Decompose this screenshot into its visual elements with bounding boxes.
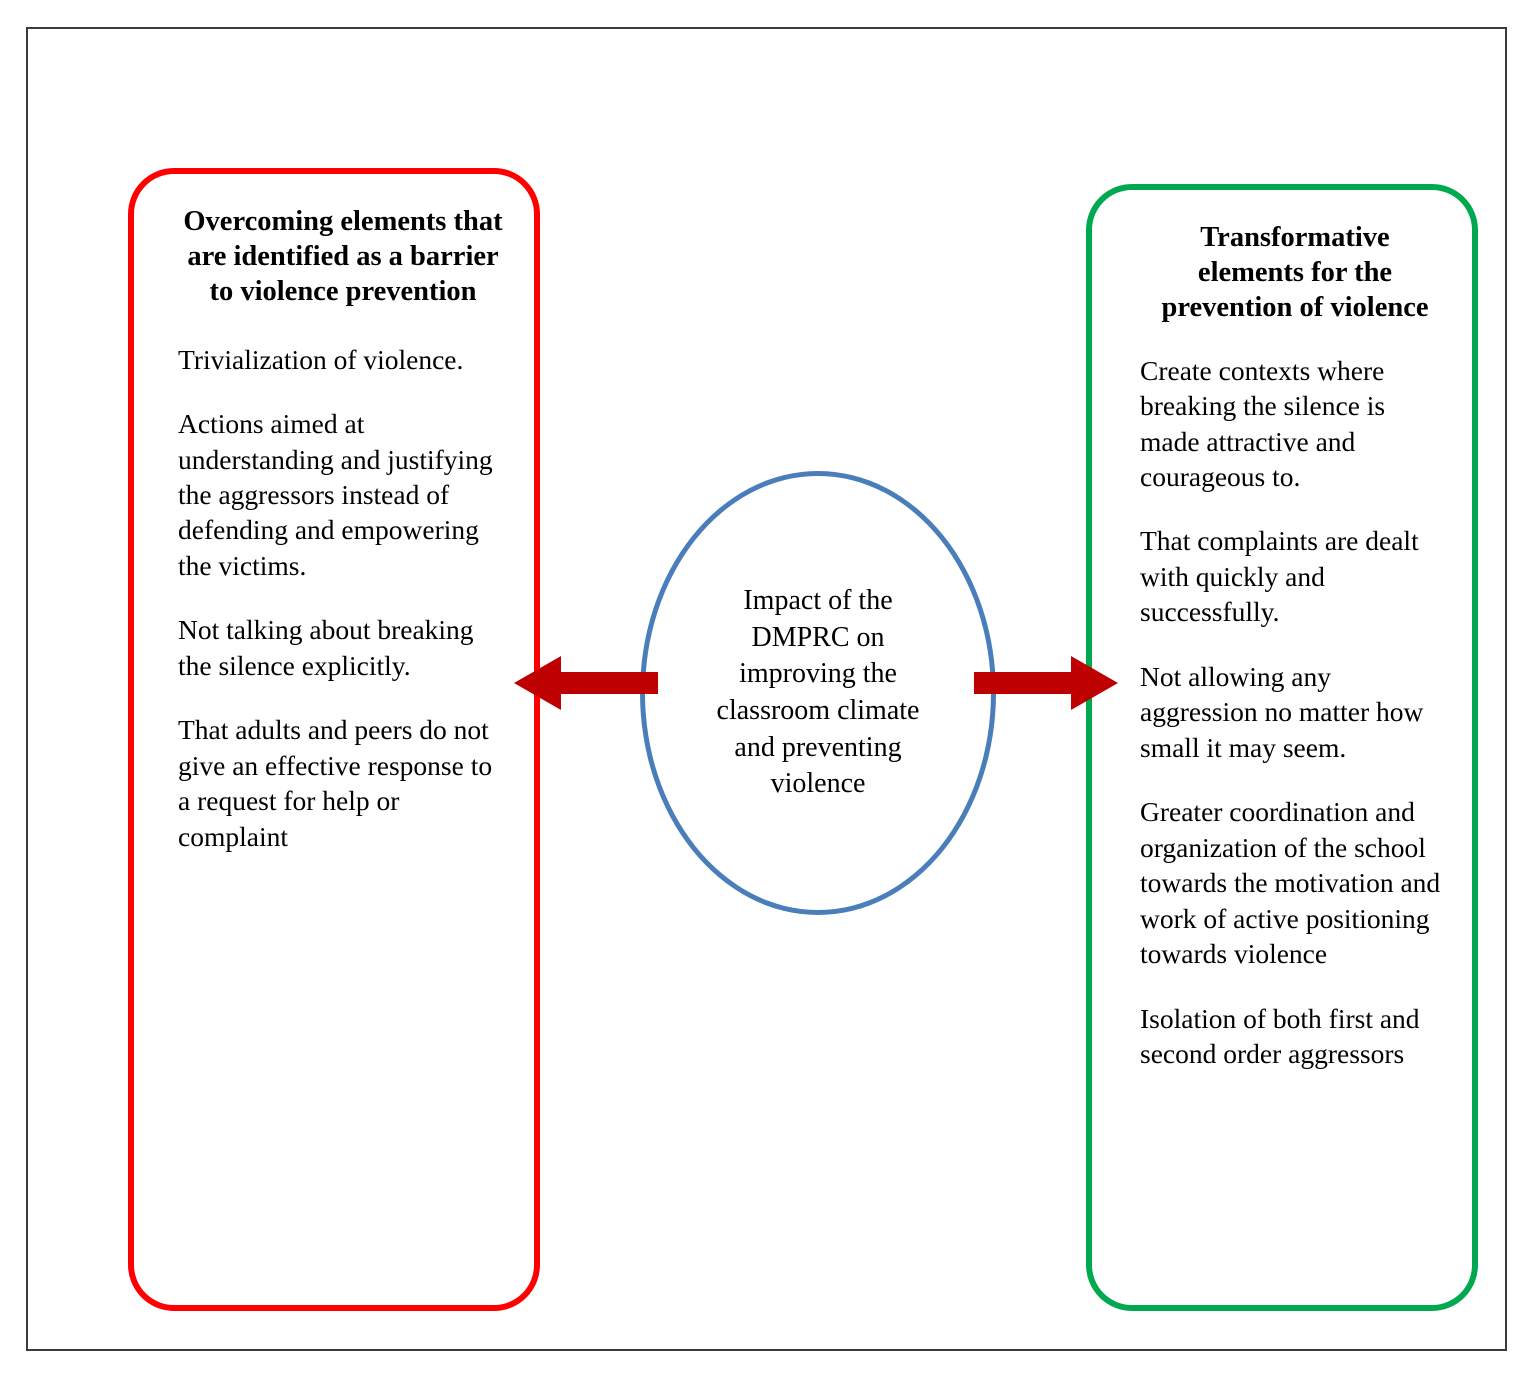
list-item: Actions aimed at understanding and justifying the aggressors instead of defending and empowering the victims. [178, 408, 493, 581]
arrow-left-icon [512, 653, 658, 713]
list-item: Greater coordination and organization of the school towards the motivation and work of active positioning towards violence [1140, 796, 1441, 970]
list-item: Not talking about breaking the silence explicitly. [178, 614, 474, 681]
right-panel-item-list [1140, 353, 1450, 1072]
list-item: That complaints are dealt with quickly and successfully. [1140, 525, 1419, 628]
list-item: Create contexts where breaking the silence is made attractive and courageous to. [1140, 354, 1386, 492]
left-panel-item-list [178, 342, 508, 855]
list-item: Not allowing any aggression no matter how small it may seem. [1140, 660, 1424, 763]
list-item: Isolation of both first and second order aggressors [1140, 1002, 1420, 1070]
outer-frame [26, 27, 1507, 1351]
center-ellipse-label: Impact of the DMPRC on improving the classroom climate and preventing violence [716, 584, 920, 800]
left-panel-title: Overcoming elements that are identified as a barrier to violence prevention [183, 206, 503, 308]
arrow-right-icon [974, 653, 1120, 713]
right-panel-content [1092, 190, 1472, 1305]
left-panel-content [134, 174, 534, 1305]
list-item: Trivialization of violence. [178, 343, 464, 375]
left-panel-barriers [128, 168, 540, 1311]
right-panel-title: Transformative elements for the prevention of violence [1161, 222, 1429, 324]
list-item: That adults and peers do not give an effective response to a request for help or complaint [178, 714, 493, 852]
center-ellipse [640, 471, 996, 915]
right-panel-transformative [1086, 184, 1478, 1311]
